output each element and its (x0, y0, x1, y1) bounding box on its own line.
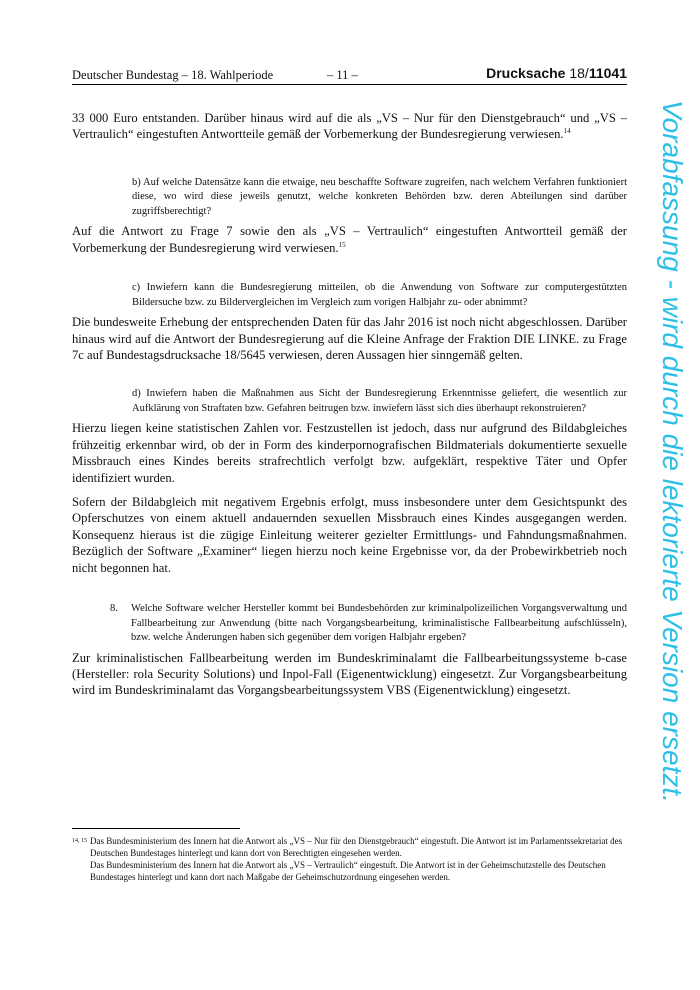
footnote-ref: 14 (563, 127, 571, 136)
header-publication: Deutscher Bundestag – 18. Wahlperiode (72, 68, 274, 82)
header-document-number (486, 65, 627, 81)
question-text: Welche Software welcher Hersteller kommt bei Bundesbehörden zur kriminalpolizeilichen Vorgangsverwaltung und Fallbearbeitung zur Anwendung (bitte nach Vorgangsbearbeitung, kriminalistische Fallbearbeitung aufschlüsseln), bzw. welche Änderungen haben sich gegenüber dem vorigen Halbjahr ergeben? (131, 603, 627, 643)
answer-paragraph: Zur kriminalistischen Fallbearbeitung werden im Bundeskriminalamt die Fallbearbeitungssysteme b-case (Hersteller: rola Security Solutions) und Inpol-Fall (Eigenentwicklung) eingesetzt. Zur Vorgangsbearbeitung wird im Bundeskriminalamt das Vorgangsbearbeitungssystem VBS (Eigenentwicklung) eingesetzt. (72, 650, 627, 698)
watermark-text: Vorabfassung - wird durch die lektorierte Version ersetzt. (657, 100, 688, 803)
answer-paragraph (72, 110, 627, 143)
answer-paragraph: Sofern der Bildabgleich mit negativem Ergebnis erfolgt, muss insbesondere unter dem Gesichtspunkt des Opferschutzes von einem aktuell andauernden sexuellen Missbrauch eines Kindes ausgegangen werden. Konsequenz hieraus ist die zügige Einleitung weiterer gezielter Ermittlungs- und Fahndungsmaßnahmen. Bezüglich der Software „Examiner“ liegen hierzu noch keine Ergebnisse vor, da der Probewirkbetrieb noch nicht begonnen hat. (72, 494, 627, 575)
answer-paragraph: Hierzu liegen keine statistischen Zahlen vor. Festzustellen ist jedoch, dass nur aufgrund des Bildabgleiches frühzeitig erkennbar wird, ob der in Form des kinderpornografischen Bildmaterials dokumentierte sexuelle Missbrauch eines Kindes bereits strafrechtlich verfolgt bzw. aufgeklärt, respektive Täter und Opfer identifiziert wurden. (72, 421, 627, 485)
page-body (72, 110, 627, 699)
question-d: d) Inwiefern haben die Maßnahmen aus Sicht der Bundesregierung Erkenntnisse geliefert, die wesentlich zur Aufklärung von Straftaten bzw. Gefahren beitrugen bzw. inwiefern lässt sich dies überhaupt rekonstruieren? (132, 388, 627, 414)
question-c: c) Inwiefern kann die Bundesregierung mitteilen, ob die Anwendung von Software zur computergestützten Bildersuche bzw. zu Bildervergleichen im Vergleich zum vorigen Halbjahr zu- oder abnimmt? (132, 282, 627, 308)
footnotes (72, 835, 627, 883)
header-page-number: – 11 – (327, 68, 358, 82)
footnote-text: Das Bundesministerium des Innern hat die Antwort als „VS – Nur für den Dienstgebrauch“ eingestuft. Die Antwort ist im Parlamentssekretariat des Deutschen Bundestages hinterlegt und kann dort von Berechtigten eingesehen werden. (90, 836, 623, 858)
answer-text: Auf die Antwort zu Frage 7 sowie den als „VS – Vertraulich“ eingestuften Antwortteil gemäß der Vorbemerkung der Bundesregierung wird verwiesen. (72, 224, 627, 255)
answer-text: 33 000 Euro entstanden. Darüber hinaus wird auf die als „VS – Nur für den Dienstgebrauch“ und „VS – Vertraulich“ eingestuften Antwortteile gemäß der Vorbemerkung der Bundesregierung verwiesen. (72, 111, 627, 142)
question-number: 8. (110, 603, 118, 614)
footnote-body (90, 835, 627, 883)
footnote-mark: 14, 15 (72, 838, 87, 844)
footnote-text: Das Bundesministerium des Innern hat die Antwort als „VS – Vertraulich“ eingestuft. Die Antwort ist in der Geheimschutzstelle des Deutschen Bundestages hinterlegt und kann dort nach Maßgabe der Geheimschutzordnung eingesehen werden. (90, 860, 606, 882)
header-doc-id: 11041 (588, 65, 627, 81)
footnote-rule (72, 828, 240, 829)
answer-paragraph (72, 223, 627, 256)
question-b: b) Auf welche Datensätze kann die etwaige, neu beschaffte Software zugreifen, nach welchem Verfahren funktioniert diese, wo wird diese jeweils genutzt, welche konkreten Behörden bzw. deren Abteilungen sind darüber zugriffsberechtigt? (132, 176, 627, 217)
header-doc-label: Drucksache (486, 65, 566, 81)
draft-watermark (648, 100, 688, 900)
footnote-14-15 (72, 835, 627, 883)
page-header (72, 63, 627, 85)
answer-paragraph: Die bundesweite Erhebung der entsprechenden Daten für das Jahr 2016 ist noch nicht abgeschlossen. Darüber hinaus wird auf die Antwort der Bundesregierung auf die Kleine Anfrage der Fraktion DIE LINKE. zu Frage 7c auf Bundestagsdrucksache 18/5645 verwiesen, deren Aussagen hier sinngemäß gelten. (72, 315, 627, 362)
header-doc-prefix: 18/ (569, 65, 589, 81)
footnote-ref: 15 (338, 240, 346, 249)
header-rule (72, 84, 627, 85)
question-8 (110, 602, 627, 646)
